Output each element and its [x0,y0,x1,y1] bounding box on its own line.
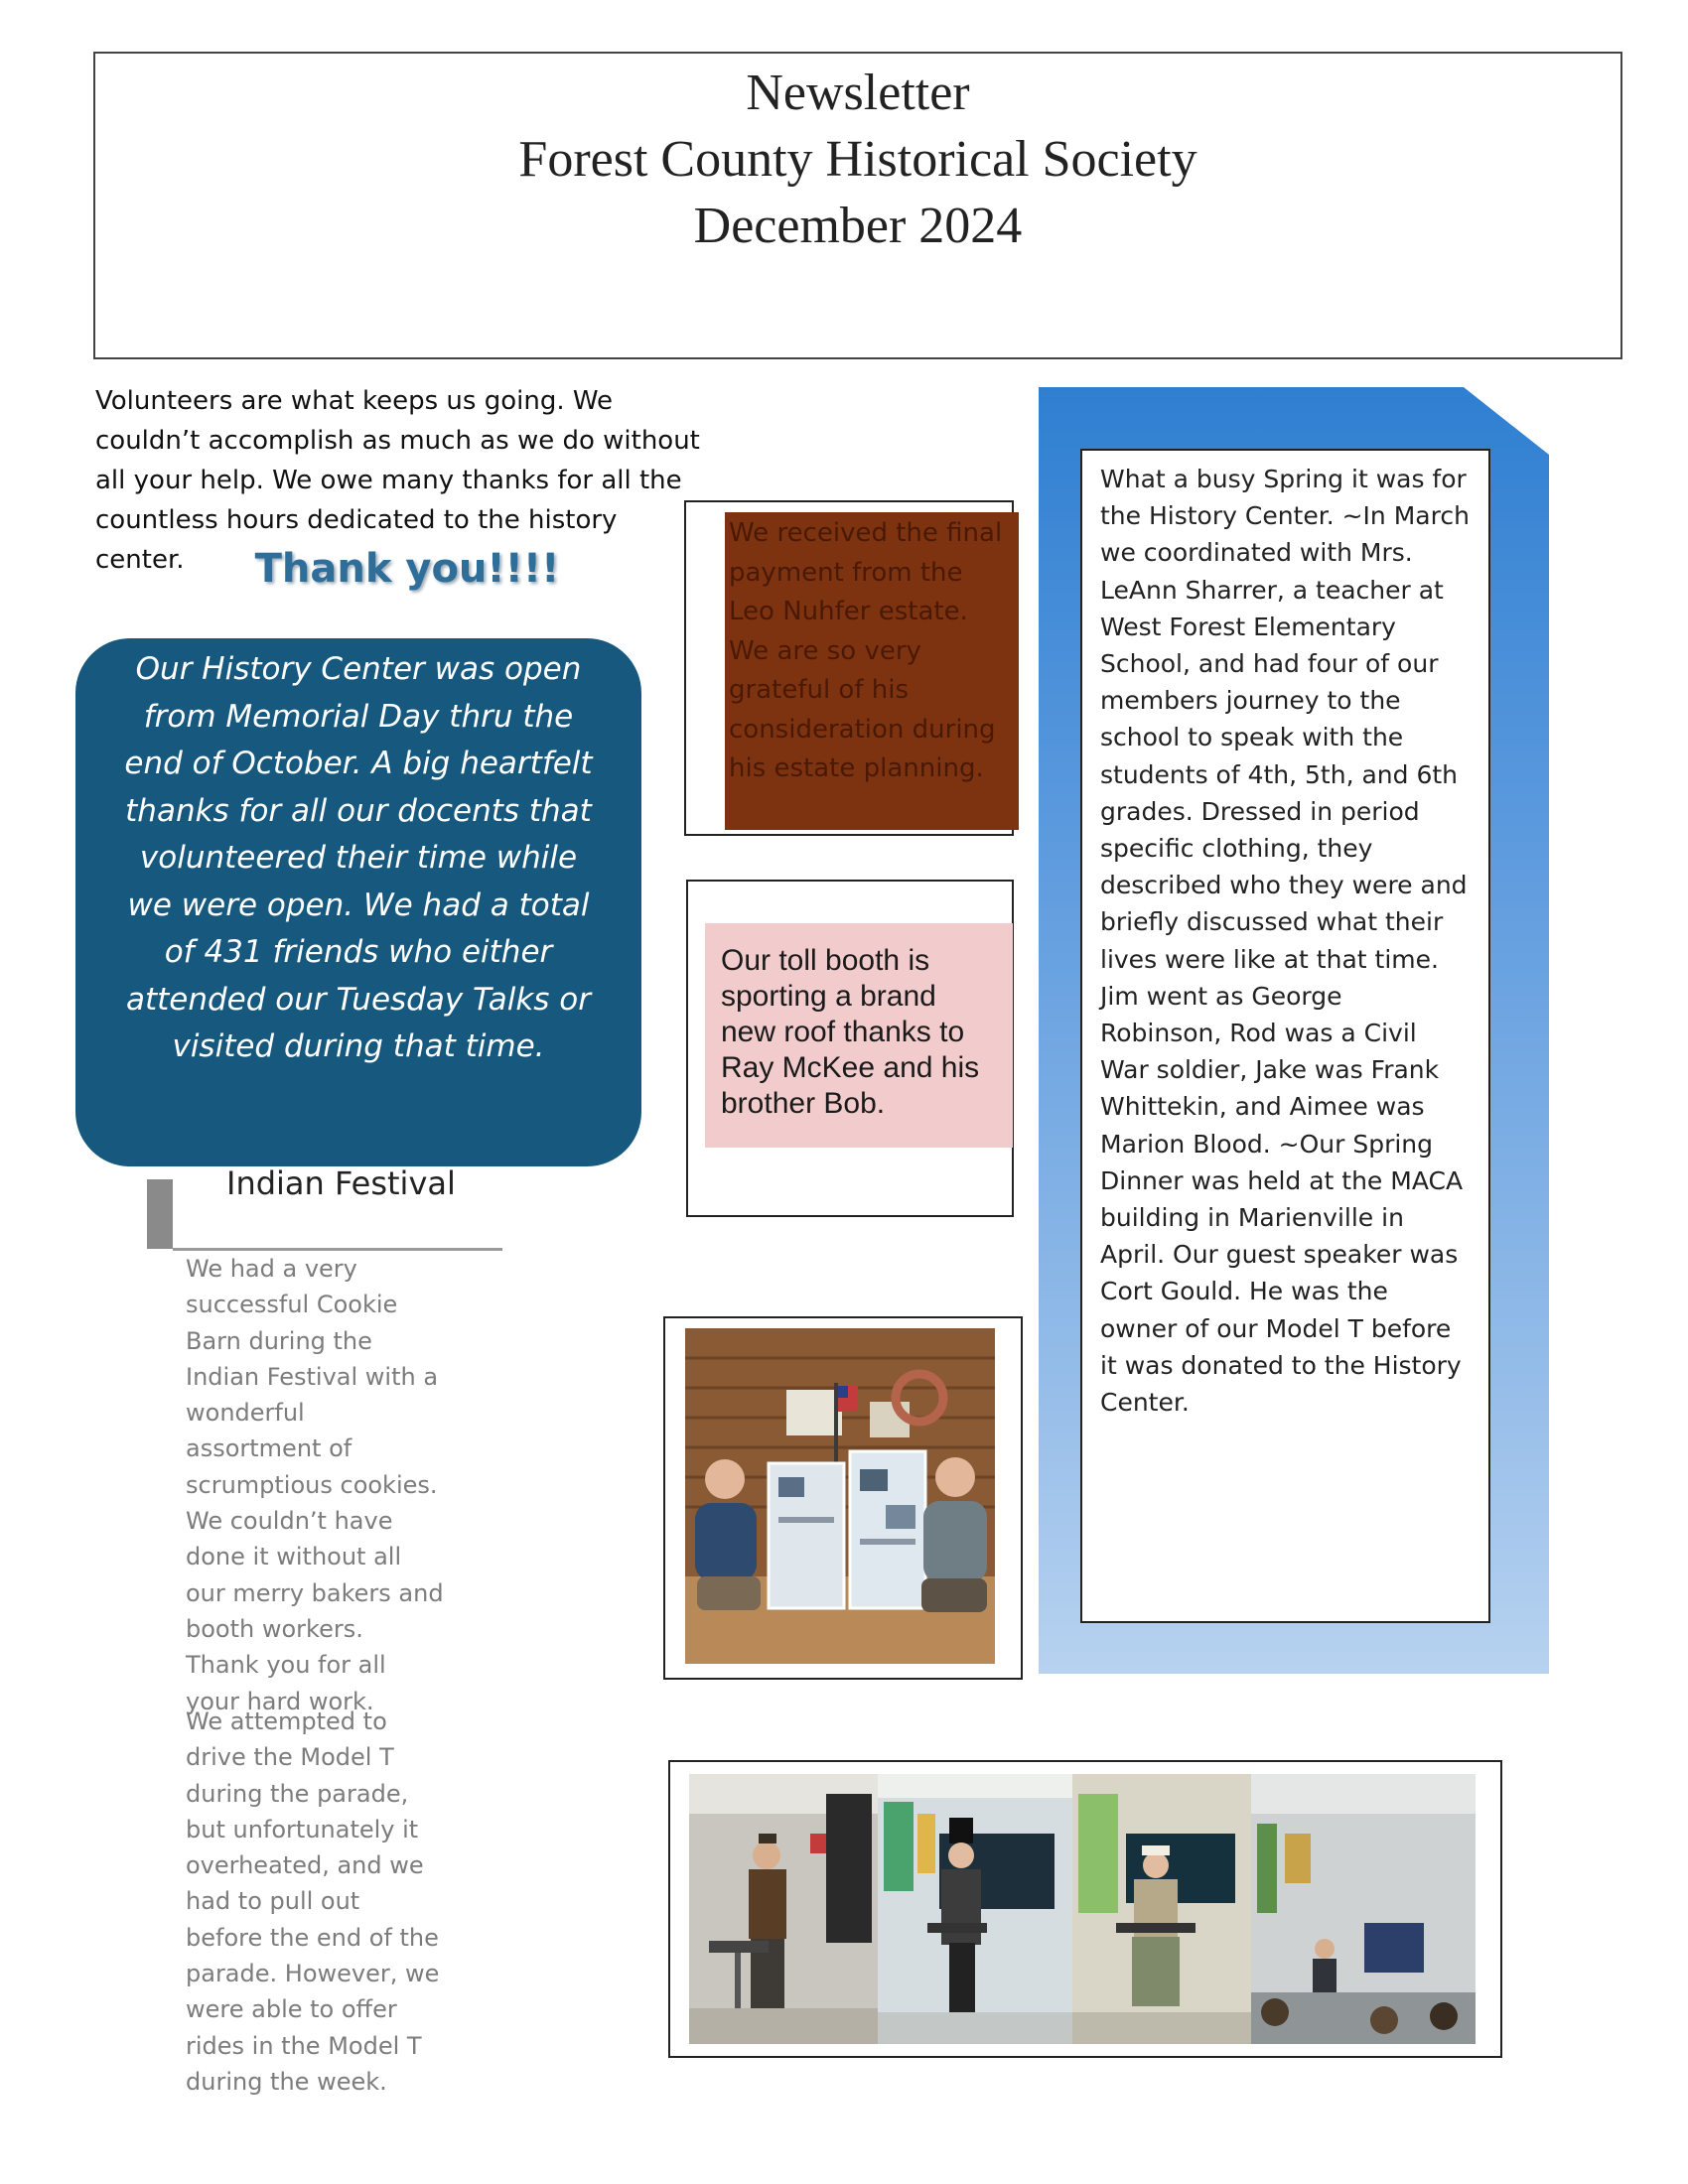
header-title: Newsletter [746,65,970,121]
estate-notice: We received the final payment from the Leo Nuhfer estate. We are so very grateful of his consideration during his estate planning. [725,512,1019,830]
festival-accent-bar [147,1179,173,1249]
intro-paragraph: Volunteers are what keeps us going. We couldn’t accomplish as much as we do without all your help. We owe many thanks for all the countless hours dedicated to the history center. [95,386,700,575]
thank-you-heading: Thank you!!!! [254,546,560,592]
classroom-photo-collage [689,1774,1476,2044]
festival-paragraph-model-t: We attempted to drive the Model T during the parade, but unfortunately it overheated, and we had to pull out before the end of the parade. However, we were able to offer rides in the Model T during the week. [186,1707,440,2096]
festival-paragraph-cookie-barn: We had a very successful Cookie Barn during the Indian Festival with a wonderful assortment of scrumptious cookies. We couldn’t have done it without all our merry bakers and booth workers. Thank you for all your hard work. [186,1255,444,1715]
spring-article: What a busy Spring it was for the History Center. ~In March we coordinated with Mrs. LeAnn Sharrer, a teacher at West Forest Elementary School, and had four of our members journey to the school to speak with the students of 4th, 5th, and 6th grades. Dressed in period specific clothing, they described who they were and briefly discussed what their lives were like at that time. Jim went as George Robinson, Rod was a Civil War soldier, Jake was Frank Whittekin, and Aimee was Marion Blood. ~Our Spring Dinner was held at the MACA building in Marienville in April. Our guest speaker was Cort Gould. He was the owner of our Model T before it was donated to the History Center. [1080,449,1490,1623]
exhibit-photo [685,1328,995,1664]
history-center-box: Our History Center was open from Memorial Day thru the end of October. A big heartfelt thanks for all our docents that volunteered their time while we were open. We had a total of 431 friends who either attended our Tuesday Talks or visited during that time. [75,638,641,1166]
header-organization: Forest County Historical Society [518,131,1197,188]
toll-booth-notice: Our toll booth is sporting a brand new roof thanks to Ray McKee and his brother Bob. [705,923,1013,1148]
newsletter-header [93,52,1622,359]
header-date: December 2024 [693,198,1023,254]
festival-title: Indian Festival [226,1164,456,1202]
